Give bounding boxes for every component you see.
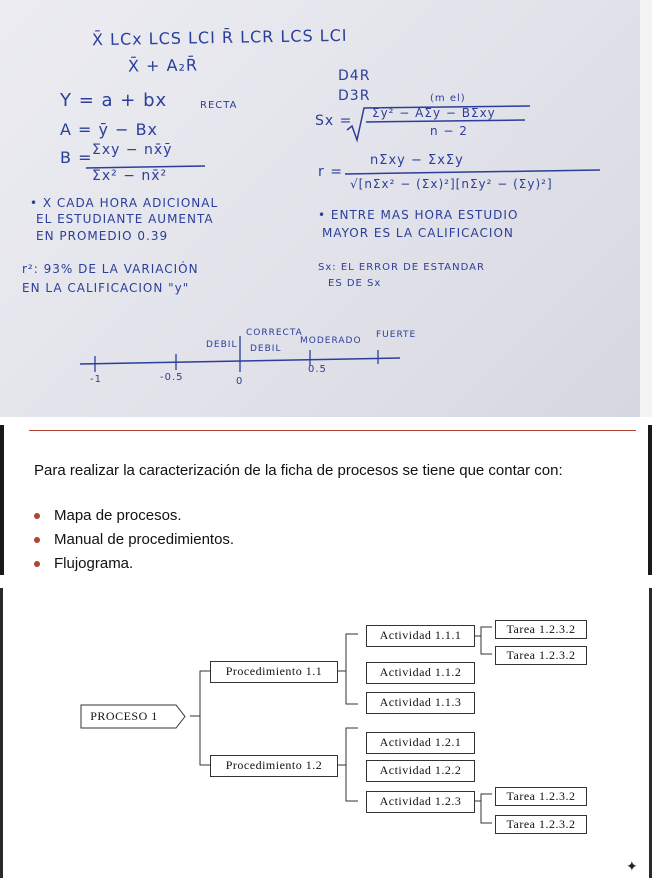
- notes-interpretation-2-line2: MAYOR ES LA CALIFICACION: [322, 226, 514, 240]
- process-node-label: PROCESO 1: [90, 709, 158, 723]
- notes-interpretation-2-line1: • ENTRE MAS HORA ESTUDIO: [318, 208, 519, 222]
- notes-scale-label-weak: DEBIL: [250, 344, 282, 354]
- notes-interpretation-3-line1: r²: 93% DE LA VARIACIÓN: [22, 262, 199, 276]
- notes-sx-numerator: Σy² − AΣy − BΣxy: [372, 106, 496, 120]
- notes-d4r: D4R: [338, 68, 371, 84]
- task-node-1-1-1-b: Tarea 1.2.3.2: [495, 646, 587, 665]
- activity-node-1-2-2: Actividad 1.2.2: [366, 760, 475, 782]
- notes-scale-tick-minus-one: -1: [90, 374, 102, 385]
- procedure-node-1-1: Procedimiento 1.1: [210, 661, 338, 683]
- task-node-1-2-3-a: Tarea 1.2.3.2: [495, 787, 587, 806]
- document-intro-text: Para realizar la caracterización de la ficha de procesos se tiene que contar con:: [34, 462, 563, 479]
- notes-d3r: D3R: [338, 88, 371, 104]
- notes-scale-label-moderate: MODERADO: [300, 336, 362, 346]
- notes-r-numerator: nΣxy − ΣxΣy: [370, 153, 464, 168]
- notes-r-lhs: r =: [318, 164, 343, 180]
- procedure-node-1-2: Procedimiento 1.2: [210, 755, 338, 777]
- notes-scale-label-strong: FUERTE: [376, 330, 417, 340]
- corner-sparkle-icon: ✦: [626, 858, 638, 874]
- notes-interpretation-1-line1: • X CADA HORA ADICIONAL: [30, 196, 219, 210]
- process-node: [81, 705, 176, 728]
- notes-interpretation-1-line2: EL ESTUDIANTE AUMENTA: [36, 212, 214, 226]
- notes-scale-label-weak-negative: DEBIL: [206, 340, 238, 350]
- activity-node-1-1-3: Actividad 1.1.3: [366, 692, 475, 714]
- notes-eq-a: A = ȳ − Bx: [60, 120, 159, 139]
- activity-node-1-1-2: Actividad 1.1.2: [366, 662, 475, 684]
- notes-scale-label-correct: CORRECTA: [246, 328, 303, 338]
- activity-node-1-2-3: Actividad 1.2.3: [366, 791, 475, 813]
- notes-sx-denominator: n − 2: [430, 124, 468, 138]
- task-node-1-2-3-b: Tarea 1.2.3.2: [495, 815, 587, 834]
- notes-r-denominator: √[nΣx² − (Σx)²][nΣy² − (Σy)²]: [350, 177, 553, 191]
- notes-eq-regression: Y = a + bx: [60, 90, 168, 111]
- task-node-1-1-1-a: Tarea 1.2.3.2: [495, 620, 587, 639]
- notes-eq-b-numerator: Σxy − nx̄ȳ: [92, 142, 173, 158]
- activity-node-1-2-1: Actividad 1.2.1: [366, 732, 475, 754]
- notes-row-control-limits: X̄ LCx LCS LCI R̄ LCR LCS LCI: [91, 25, 348, 50]
- notes-scale-tick-half: 0.5: [308, 364, 327, 375]
- notes-formula-xbar: X̄ + A₂R̄: [127, 55, 199, 76]
- activity-node-1-1-1: Actividad 1.1.1: [366, 625, 475, 647]
- notes-eq-b-denominator: Σx² − nx̄²: [92, 168, 168, 184]
- notes-scale-tick-zero: 0: [236, 376, 244, 387]
- notes-interpretation-3-line2: EN LA CALIFICACION "y": [22, 281, 190, 295]
- notes-interpretation-4-line1: Sx: EL ERROR DE ESTANDAR: [318, 262, 485, 273]
- notes-scale-tick-minus-half: -0.5: [160, 372, 184, 383]
- notes-eq-b-lhs: B =: [60, 148, 93, 167]
- notes-sx-top: (m el): [430, 93, 466, 104]
- list-item-text: Mapa de procesos.: [54, 507, 182, 524]
- notes-eq-regression-tag: RECTA: [200, 100, 238, 111]
- notes-interpretation-1-line3: EN PROMEDIO 0.39: [36, 229, 169, 243]
- list-item-text: Manual de procedimientos.: [54, 531, 235, 548]
- notes-sx-lhs: Sx =: [315, 113, 353, 129]
- list-item-text: Flujograma.: [54, 555, 134, 572]
- notes-interpretation-4-line2: ES DE Sx: [328, 278, 382, 289]
